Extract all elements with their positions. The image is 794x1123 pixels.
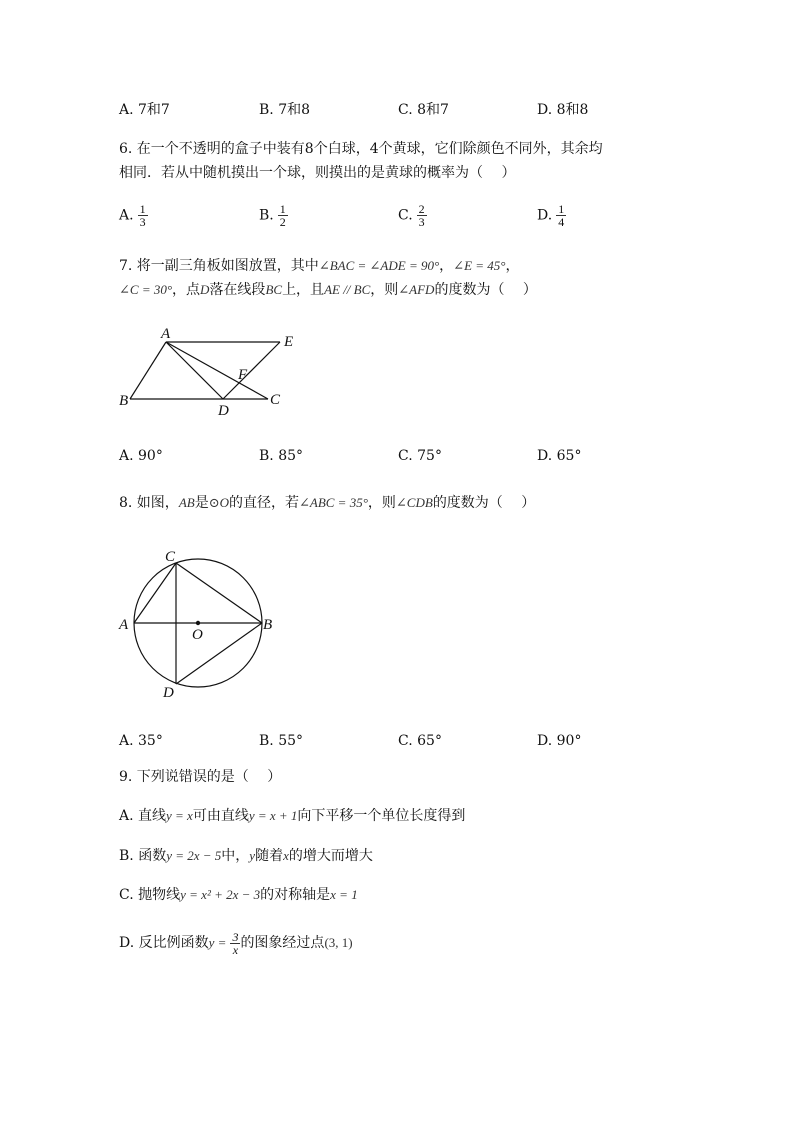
math-expr: y xyxy=(249,848,256,863)
stem-text: 8. 如图， xyxy=(119,495,179,511)
q8-circle-figure xyxy=(110,540,290,705)
stem-text: ，则 xyxy=(370,282,399,298)
q7-option-c[interactable] xyxy=(398,447,442,465)
chord-ac xyxy=(134,563,176,623)
option-text: 65° xyxy=(417,733,442,749)
q7-stem-line2 xyxy=(119,281,537,299)
option-letter: D. xyxy=(537,448,553,464)
label-d: D xyxy=(163,685,174,701)
stem-text: 中， xyxy=(221,848,250,864)
math-expr: y = x² + 2x − 3 xyxy=(180,887,261,902)
segment-ac xyxy=(166,342,268,399)
numerator: 1 xyxy=(139,202,146,216)
stem-text: 的对称轴是 xyxy=(260,887,331,903)
math-expr: ∠E = 45° xyxy=(453,258,506,273)
math-expr: ∠AFD xyxy=(398,282,435,297)
stem-text: C. 抛物线 xyxy=(119,887,181,903)
math-expr: x xyxy=(283,848,289,863)
fraction xyxy=(230,931,240,956)
q7-stem-line1 xyxy=(119,257,519,275)
option-text: 35° xyxy=(138,733,163,749)
q5-option-d[interactable] xyxy=(537,101,588,119)
option-letter: C. xyxy=(398,102,413,118)
option-text: 90° xyxy=(556,733,582,749)
q8-option-c[interactable] xyxy=(398,732,442,750)
q6-stem-line2: 相同．若从中随机摸出一个球，则摸出的是黄球的概率为（ ） xyxy=(119,165,516,181)
stem-text: 可由直线 xyxy=(192,808,249,824)
option-letter: D. xyxy=(537,102,553,118)
math-expr: ⊙O xyxy=(208,495,229,510)
stem-text: 落在线段 xyxy=(209,282,266,298)
stem-text: A. 直线 xyxy=(119,808,167,824)
option-text: 7和7 xyxy=(138,102,170,118)
stem-text: ，点 xyxy=(172,282,201,298)
stem-text: 7. 将一副三角板如图放置，其中 xyxy=(119,258,319,274)
stem-text: 随着 xyxy=(255,848,284,864)
q6-option-c[interactable] xyxy=(398,203,427,228)
stem-text: 上，且 xyxy=(282,282,325,298)
option-letter: D. xyxy=(537,733,553,749)
label-b: B xyxy=(263,617,273,633)
option-letter: B. xyxy=(259,207,274,224)
numerator: 1 xyxy=(279,202,286,216)
q8-stem xyxy=(119,494,535,512)
label-d: D xyxy=(218,403,229,419)
math-expr: BC xyxy=(265,282,283,297)
chord-db xyxy=(176,623,262,684)
stem-text: 向下平移一个单位长度得到 xyxy=(297,808,466,824)
segment-ab xyxy=(130,342,166,399)
label-a: A xyxy=(161,326,171,342)
label-o: O xyxy=(192,627,203,643)
math-expr: ∠BAC = ∠ADE = 90° xyxy=(318,258,440,273)
option-letter: C. xyxy=(398,207,413,224)
option-text: 85° xyxy=(278,448,304,464)
stem-text: ， xyxy=(505,258,520,274)
option-text: 55° xyxy=(278,733,304,749)
denominator: 3 xyxy=(139,215,146,229)
q6-option-a[interactable] xyxy=(119,203,148,228)
q9-option-a[interactable] xyxy=(119,807,465,825)
option-letter: B. xyxy=(259,102,274,118)
label-a: A xyxy=(119,617,129,633)
stem-text: 的度数为（ ） xyxy=(432,495,536,511)
center-point xyxy=(196,621,200,625)
stem-text: 的图象经过点 xyxy=(240,935,325,951)
q8-option-a[interactable] xyxy=(119,732,163,750)
math-expr: ∠CDB xyxy=(395,495,433,510)
option-letter: C. xyxy=(398,733,413,749)
math-expr: ∠C = 30° xyxy=(119,282,173,297)
q9-option-b[interactable] xyxy=(119,847,373,865)
stem-text: B. 函数 xyxy=(119,848,167,864)
fraction xyxy=(417,203,427,228)
q7-triangle-figure xyxy=(110,320,310,420)
q6-option-b[interactable] xyxy=(259,203,288,228)
label-b: B xyxy=(119,393,129,409)
option-text: 90° xyxy=(138,448,163,464)
q5-option-c[interactable] xyxy=(398,101,449,119)
math-expr: AE // BC xyxy=(324,282,371,297)
q9-option-d[interactable] xyxy=(119,930,353,956)
option-text: 7和8 xyxy=(278,102,311,118)
stem-text: 的直径，若 xyxy=(228,495,299,511)
q7-option-b[interactable] xyxy=(259,447,303,465)
numerator: 2 xyxy=(418,202,425,216)
stem-text: 是 xyxy=(194,495,209,511)
stem-text: 的度数为（ ） xyxy=(434,282,537,298)
q7-option-d[interactable] xyxy=(537,447,581,465)
label-c: C xyxy=(165,549,176,565)
option-letter: A. xyxy=(119,733,134,749)
option-letter: B. xyxy=(259,448,274,464)
chord-cb xyxy=(176,563,262,623)
q6-option-d[interactable] xyxy=(537,203,566,228)
q5-option-b[interactable] xyxy=(259,101,310,119)
denominator: 2 xyxy=(279,215,286,229)
q7-option-a[interactable] xyxy=(119,447,163,465)
option-text: 8和8 xyxy=(556,102,589,118)
segment-ad xyxy=(166,342,223,399)
math-expr: AB xyxy=(178,495,195,510)
q9-option-c[interactable] xyxy=(119,886,358,904)
q8-option-b[interactable] xyxy=(259,732,303,750)
denominator: 4 xyxy=(558,215,565,229)
q5-option-a[interactable] xyxy=(119,101,170,119)
option-text: 65° xyxy=(556,448,582,464)
numerator: 1 xyxy=(558,202,565,216)
denominator: 3 xyxy=(418,215,425,229)
option-letter: C. xyxy=(398,448,413,464)
option-letter: A. xyxy=(119,207,134,224)
option-letter: A. xyxy=(119,448,134,464)
q9-stem: 9. 下列说错误的是（ ） xyxy=(119,769,282,785)
fraction xyxy=(278,203,288,228)
option-letter: A. xyxy=(119,102,134,118)
math-expr: ∠ABC = 35° xyxy=(298,495,368,510)
stem-text: 的增大而增大 xyxy=(288,848,373,864)
math-expr: y = x xyxy=(166,808,193,823)
q8-option-d[interactable] xyxy=(537,732,581,750)
option-letter: B. xyxy=(259,733,274,749)
stem-text: D. 反比例函数 xyxy=(119,935,209,951)
math-expr: (3, 1) xyxy=(324,935,353,950)
q6-stem-line1: 6. 在一个不透明的盒子中装有8个白球，4个黄球，它们除颜色不同外，其余均 xyxy=(119,141,603,157)
math-expr: y = 2x − 5 xyxy=(166,848,222,863)
option-letter: D. xyxy=(537,207,553,224)
label-e: E xyxy=(284,334,294,350)
label-c: C xyxy=(270,392,281,408)
stem-text: ，则 xyxy=(367,495,396,511)
option-text: 75° xyxy=(417,448,442,464)
denominator: x xyxy=(232,942,239,957)
math-expr: y = x + 1 xyxy=(248,808,298,823)
fraction xyxy=(138,203,148,228)
fraction xyxy=(556,203,566,228)
math-expr: x = 1 xyxy=(330,887,358,902)
option-text: 8和7 xyxy=(417,102,449,118)
label-f: F xyxy=(238,367,248,383)
math-expr: D xyxy=(200,282,210,297)
numerator: 3 xyxy=(232,929,239,944)
math-expr: y = xyxy=(208,935,227,950)
stem-text: ， xyxy=(439,258,454,274)
